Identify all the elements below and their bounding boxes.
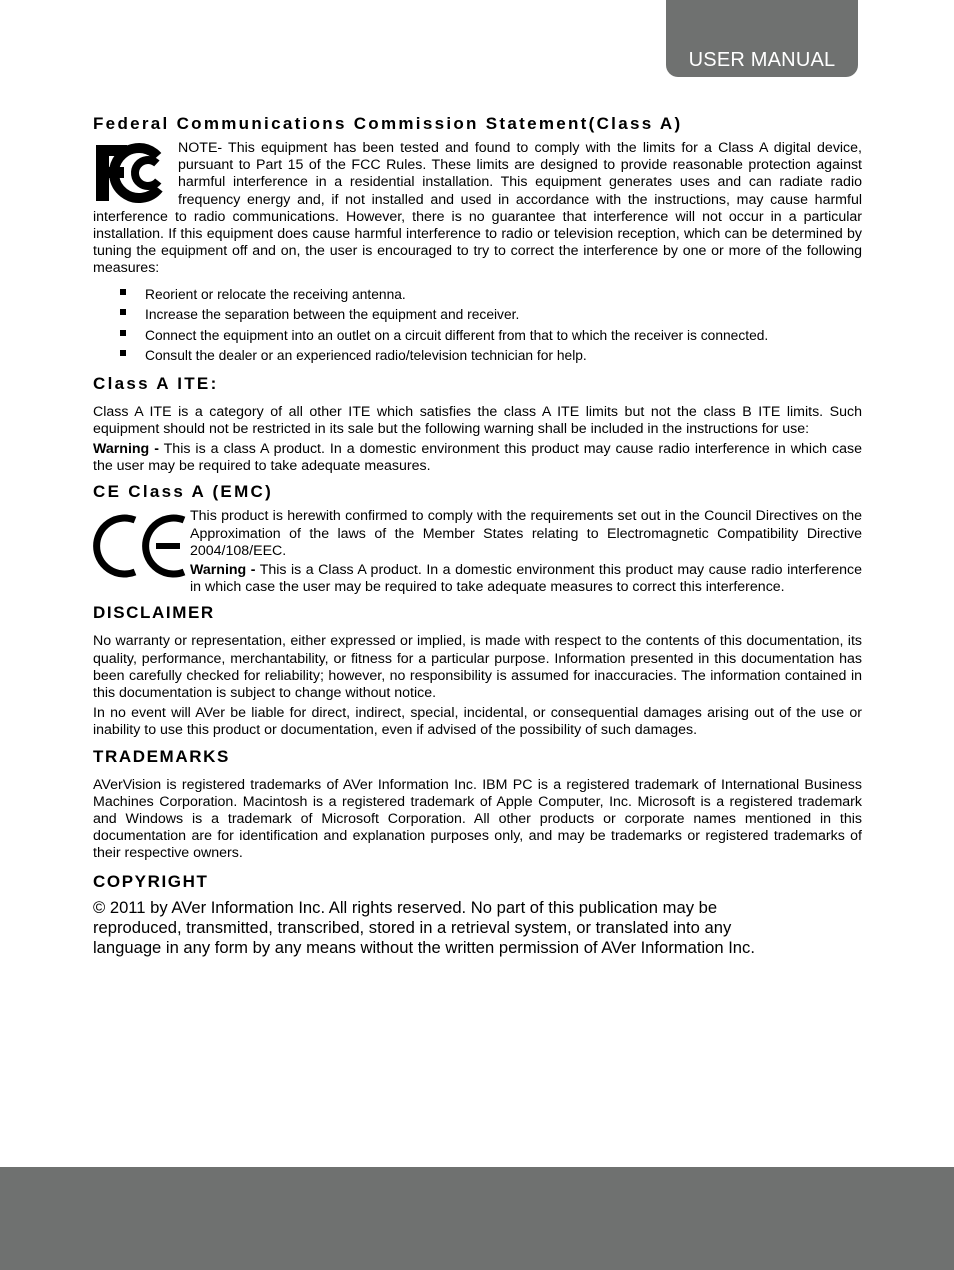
document-body xyxy=(93,113,862,958)
list-item: Connect the equipment into an outlet on a circuit different from that to which the receiver is connected. xyxy=(93,327,862,348)
list-item: Reorient or relocate the receiving antenna. xyxy=(93,286,862,307)
fcc-section xyxy=(93,140,862,368)
disclaimer-heading: DISCLAIMER xyxy=(93,603,215,623)
user-manual-tab xyxy=(666,0,858,77)
ce-mark-icon xyxy=(93,512,187,580)
ce-heading: CE Class A (EMC) xyxy=(93,482,274,502)
trademarks-paragraph: AVerVision is registered trademarks of AVer Information Inc. IBM PC is a registered trademark of International Business Machines Corporation. Macintosh is a registered trademark of Apple Computer, Inc. Microsoft is a registered trademark and Windows is a trademark of Microsoft Corporation. All other products or corporate names mentioned in this documentation are for identification and explanation purposes only, and may be trademarks or registered trademarks of their respective owners. xyxy=(93,776,862,862)
page-footer-bar xyxy=(0,1167,954,1270)
warning-label: Warning - xyxy=(190,562,256,579)
fcc-statement: NOTE- This equipment has been tested and found to comply with the limits for a Class A digital device, pursuant to Part 15 of the FCC Rules. These limits are designed to provide reasonable protection against harmful interference in a residential installation. This equipment generates uses and can radiate radio frequency energy and, if not installed and used in accordance with the instructions, may cause harmful interference to radio communications. However, there is no guarantee that interference will not occur in a particular installation. If this equipment does cause harmful interference to radio or television reception, which can be determined by tuning the equipment off and on, the user is encouraged to try to correct the interference by one or more of the following measures: xyxy=(93,140,862,277)
ce-warning xyxy=(93,562,862,596)
ce-statement: This product is herewith confirmed to comply with the requirements set out in the Council Directives on the Approximation of the laws of the Member States relating to Electromagnetic Compatibility Directive 2004/108/EEC. xyxy=(190,508,862,559)
list-item: Increase the separation between the equipment and receiver. xyxy=(93,306,862,327)
copyright-line: reproduced, transmitted, transcribed, stored in a retrieval system, or translated into any xyxy=(93,917,732,937)
copyright-notice xyxy=(93,898,862,958)
warning-text: This is a Class A product. In a domestic environment this product may cause radio interference in which case the user may be required to take adequate measures to correct this interference. xyxy=(190,562,862,596)
warning-label: Warning - xyxy=(93,441,159,458)
copyright-line: © 2011 by AVer Information Inc. All rights reserved. No part of this publication may be xyxy=(93,897,718,917)
ite-warning xyxy=(93,441,862,475)
ite-statement: Class A ITE is a category of all other ITE which satisfies the class A ITE limits but not the class B ITE limits. Such equipment should not be restricted in its sale but the following warning shall be included in the instructions for use: xyxy=(93,403,862,437)
trademarks-heading: TRADEMARKS xyxy=(93,746,230,766)
copyright-line: language in any form by any means without the written permission of AVer Information Inc. xyxy=(93,937,755,957)
fcc-heading: Federal Communications Commission Statement(Class A) xyxy=(93,114,683,133)
disclaimer-paragraph-1: No warranty or representation, either expressed or implied, is made with respect to the contents of this documentation, its quality, performance, merchantability, or fitness for a particular purpose. Information presented in this documentation has been carefully checked for reliability; however, no responsibility is assumed for inaccuracies. The information contained in this documentation is subject to change without notice. xyxy=(93,633,862,702)
copyright-heading: COPYRIGHT xyxy=(93,871,209,891)
fcc-logo-icon xyxy=(94,142,174,204)
tab-label: USER MANUAL xyxy=(688,49,836,71)
warning-text: This is a class A product. In a domestic environment this product may cause radio interference in which case the user may be required to take adequate measures. xyxy=(93,441,862,475)
fcc-measures-list xyxy=(93,286,862,368)
disclaimer-paragraph-2: In no event will AVer be liable for direct, indirect, special, incidental, or consequential damages arising out of the use or inability to use this product or documentation, even if advised of the possibility of such damages. xyxy=(93,705,862,739)
ite-heading: Class A ITE: xyxy=(93,373,219,393)
ce-section xyxy=(93,508,862,596)
list-item: Consult the dealer or an experienced radio/television technician for help. xyxy=(93,347,862,368)
